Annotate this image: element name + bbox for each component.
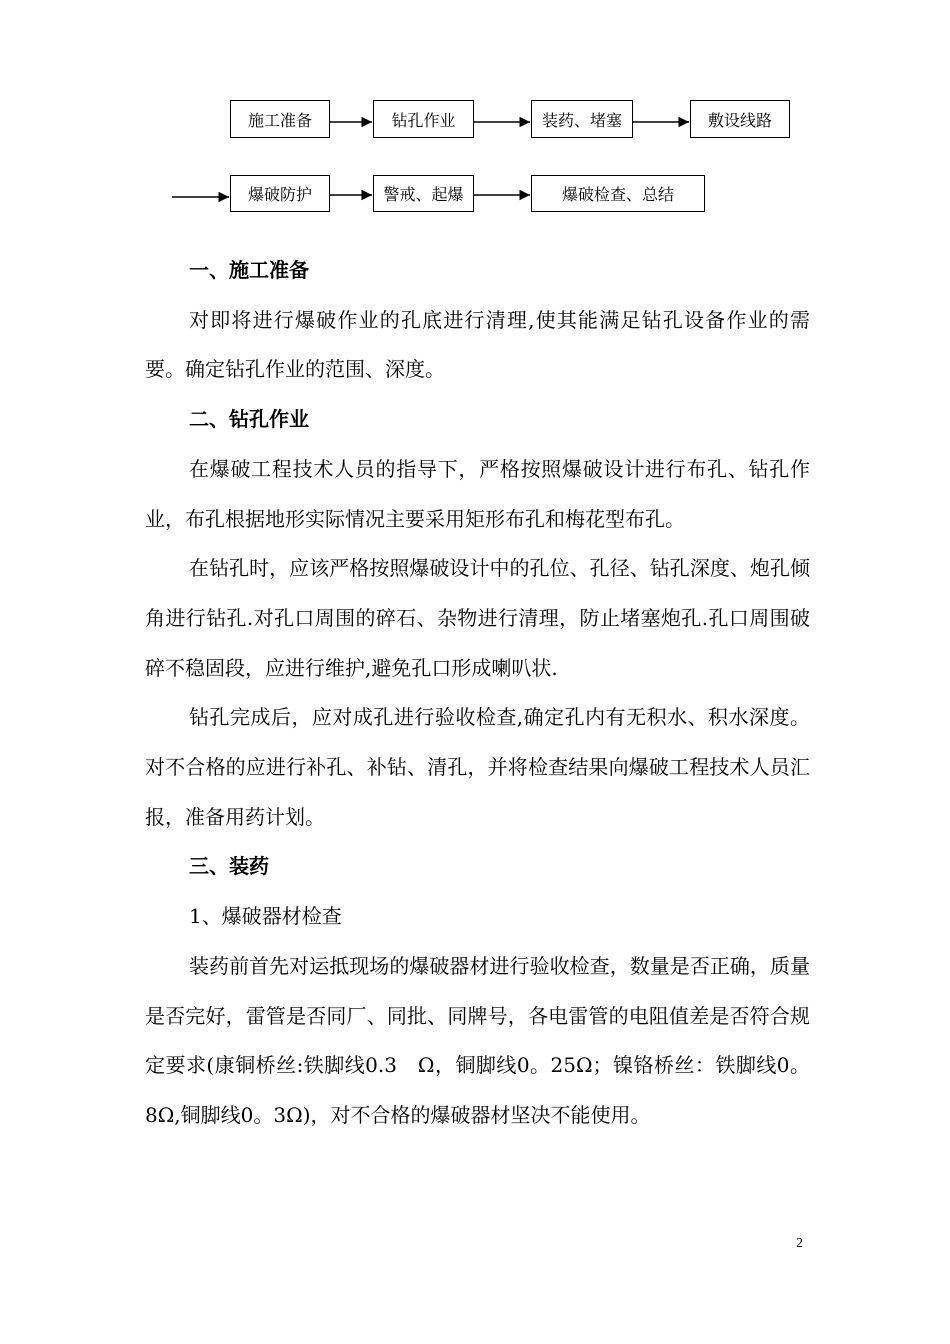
flowchart-arrows xyxy=(0,0,950,240)
paragraph: 钻孔完成后，应对成孔进行验收检查,确定孔内有无积水、积水深度。对不合格的应进行补孔、补钻、清孔，并将检查结果向爆破工程技术人员汇报，准备用药计划。 xyxy=(145,705,810,829)
paragraph: 在爆破工程技术人员的指导下，严格按照爆破设计进行布孔、钻孔作业，布孔根据地形实际情况主要采用矩形布孔和梅花型布孔。 xyxy=(145,456,810,531)
flow-step-alert-detonation: 警戒、起爆 xyxy=(373,175,474,212)
flow-step-drilling: 钻孔作业 xyxy=(373,100,474,138)
document-body xyxy=(145,246,810,1141)
flow-step-construction-prep: 施工准备 xyxy=(230,100,330,138)
page-number: 2 xyxy=(796,1236,803,1251)
flow-step-inspection-summary: 爆破检查、总结 xyxy=(531,175,705,212)
subheading-materials-check: 1、爆破器材检查 xyxy=(189,904,342,929)
section-heading-charging: 三、装药 xyxy=(189,854,269,879)
section-heading-construction-prep: 一、施工准备 xyxy=(189,258,309,282)
flow-step-blast-protection: 爆破防护 xyxy=(230,175,330,212)
flow-step-laying-lines: 敷设线路 xyxy=(690,100,790,138)
paragraph: 对即将进行爆破作业的孔底进行清理,使其能满足钻孔设备作业的需要。确定钻孔作业的范围、深度。 xyxy=(145,307,810,382)
paragraph: 装药前首先对运抵现场的爆破器材进行验收检查，数量是否正确，质量是否完好，雷管是否同厂、同批、同牌号，各电雷管的电阻值差是否符合规定要求(康铜桥丝:铁脚线0.3 Ω，铜脚线0。25Ω；镍铬桥丝：铁脚线0。8Ω,铜脚线0。3Ω)，对不合格的爆破器材坚决不能使用。 xyxy=(145,953,810,1127)
flow-step-charging-stemming: 装药、堵塞 xyxy=(531,100,633,138)
paragraph: 在钻孔时，应该严格按照爆破设计中的孔位、孔径、钻孔深度、炮孔倾角进行钻孔.对孔口周围的碎石、杂物进行清理，防止堵塞炮孔.孔口周围破碎不稳固段，应进行维护,避免孔口形成喇叭状. xyxy=(145,556,810,680)
section-heading-drilling: 二、钻孔作业 xyxy=(189,407,309,432)
